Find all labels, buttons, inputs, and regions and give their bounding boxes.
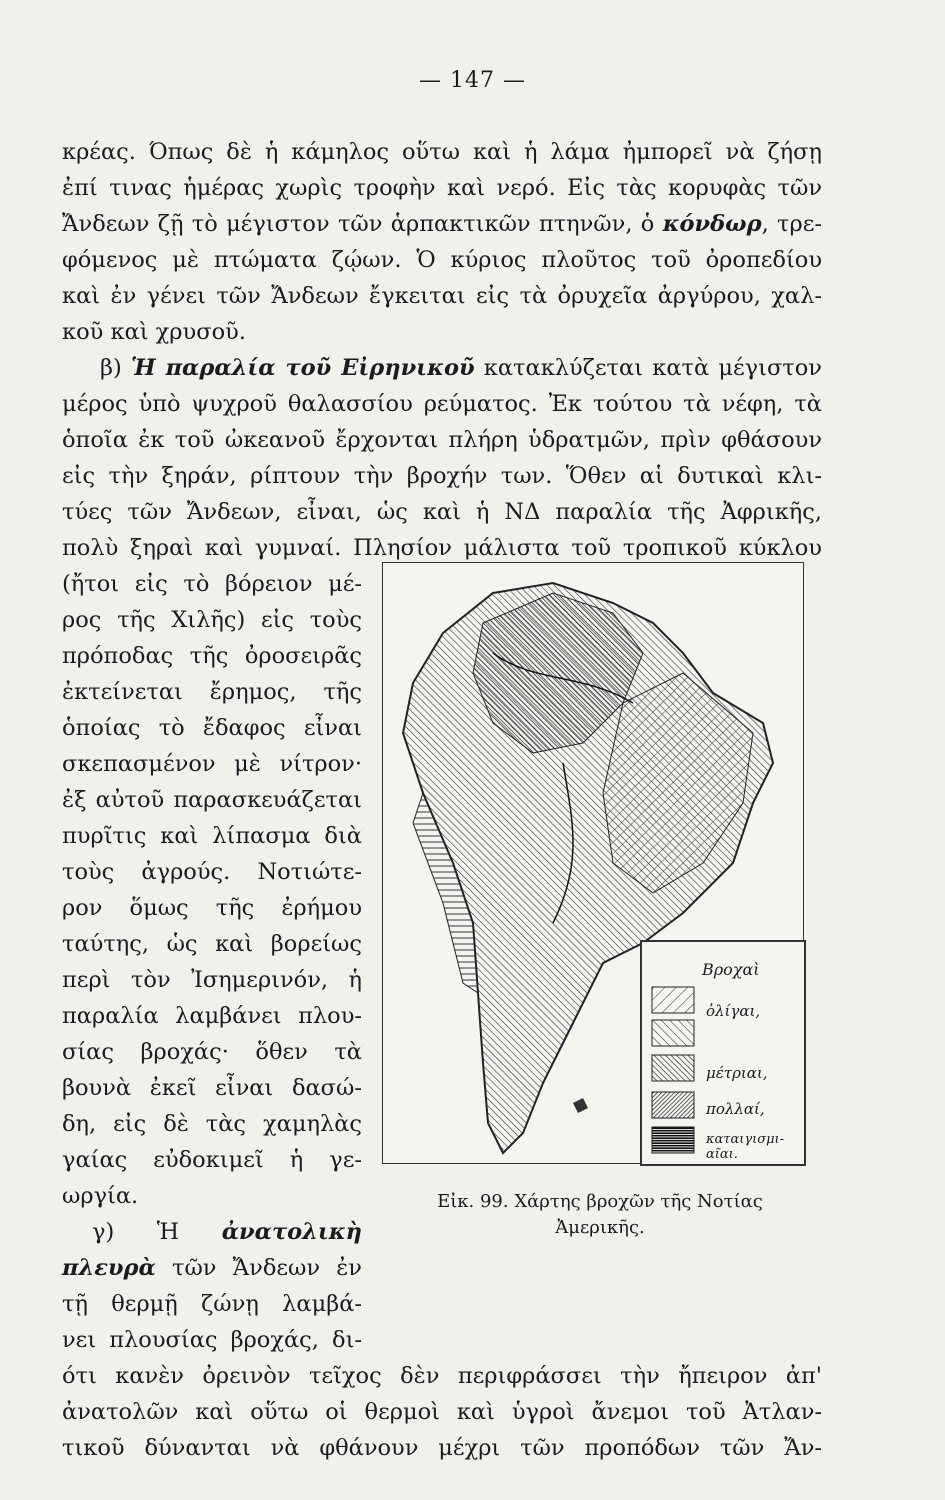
figure-caption-line-1: Εἰκ. 99. Χάρτης βροχῶν τῆς Νοτίας	[437, 1191, 763, 1212]
left-col-line-12: περὶ τὸν Ἰσημερινόν, ἡ	[62, 967, 362, 993]
text-line-9: ὁποῖα ἐκ τοῦ ὠκεανοῦ ἔρχονται πλήρη ὑδρατμῶν, πρὶν φθάσουν	[62, 427, 822, 453]
left-col-line-22: νει πλουσίας βροχάς, δι-	[62, 1327, 362, 1353]
left-col-line-9: τοὺς ἀγρούς. Νοτιώτε-	[62, 859, 362, 885]
left-col-line-11: ταύτης, ὡς καὶ βορείως	[62, 931, 362, 957]
legend-item-5: αῖαι.	[706, 1147, 738, 1162]
text-line-8: μέρος ὑπὸ ψυχροῦ θαλασσίου ρεύματος. Ἐκ τούτου τὰ νέφη, τὰ	[62, 391, 822, 417]
left-col-line-5: ὁποίας τὸ ἔδαφος εἶναι	[62, 715, 362, 741]
emphasized-term: πλευρὰ	[62, 1255, 156, 1281]
text-line-2: ἐπί τινας ἡμέρας χωρὶς τροφὴν καὶ νερό. Εἰς τὰς κορυφὰς τῶν	[62, 175, 822, 201]
left-col-line-13: παραλία λαμβάνει πλου-	[62, 1003, 362, 1029]
left-col-line-18: ωργία.	[62, 1183, 139, 1209]
left-col-line-8: πυρῖτις καὶ λίπασμα διὰ	[62, 823, 362, 849]
legend-item-2: μέτριαι,	[706, 1064, 768, 1082]
left-col-line-19: γ) Ἡ ἀνατολικὴ	[92, 1219, 362, 1245]
page-number: — 147 —	[419, 68, 526, 93]
left-col-line-6: σκεπασμένον μὲ νίτρον·	[62, 751, 362, 777]
text-line-6: κοῦ καὶ χρυσοῦ.	[62, 319, 246, 345]
text-line-10: εἰς τὴν ξηράν, ρίπτουν τὴν βροχήν των. Ὅθεν αἱ δυτικαὶ κλι-	[62, 463, 822, 489]
text-line-5: καὶ ἐν γένει τῶν Ἄνδεων ἔγκειται εἰς τὰ ὀρυχεῖα ἀργύρου, χαλ-	[62, 283, 822, 309]
text-line-4: φόμενος μὲ πτώματα ζῴων. Ὁ κύριος πλοῦτος τοῦ ὀροπεδίου	[62, 247, 822, 273]
map-legend	[640, 940, 806, 1166]
left-col-line-3: πρόποδας τῆς ὀροσειρᾶς	[62, 643, 362, 669]
island	[573, 1098, 588, 1113]
legend-swatch-3	[652, 1055, 694, 1081]
left-col-line-1: (ἤτοι εἰς τὸ βόρειον μέ-	[62, 571, 362, 597]
legend-swatch-1	[652, 987, 694, 1013]
left-col-line-14: σίας βροχάς· ὅθεν τὰ	[62, 1039, 362, 1065]
left-col-line-17: γαίας εὐδοκιμεῖ ἡ γε-	[62, 1147, 362, 1173]
left-col-line-10: ρον ὅμως τῆς ἐρήμου	[62, 895, 362, 921]
emphasized-term: κόνδωρ	[662, 211, 762, 237]
legend-swatch-5	[652, 1127, 694, 1153]
left-col-line-15: βουνὰ ἐκεῖ εἶναι δασώ-	[62, 1075, 362, 1101]
left-col-line-21: τῇ θερμῇ ζώνῃ λαμβά-	[62, 1291, 362, 1317]
text-line-15: τικοῦ δύνανται νὰ φθάνουν μέχρι τῶν προπόδων τῶν Ἄν-	[62, 1435, 822, 1461]
text-line-12: πολὺ ξηραὶ καὶ γυμναί. Πλησίον μάλιστα τοῦ τροπικοῦ κύκλου	[62, 535, 822, 561]
text-line-13: ότι κανὲν ὀρεινὸν τεῖχος δὲν περιφράσσει τὴν ἤπειρον ἀπ'	[62, 1363, 822, 1389]
left-col-line-2: ρος τῆς Χιλῆς) εἰς τοὺς	[62, 607, 362, 633]
text-line-3-content: Ἄνδεων ζῇ τὸ μέγιστον τῶν ἁρπακτικῶν πτηνῶν, ὁ κόνδωρ, τρε-	[62, 211, 822, 237]
left-col-line-4: ἐκτείνεται ἔρημος, τῆς	[62, 679, 362, 705]
legend-title: Βροχαὶ	[702, 960, 760, 979]
legend-item-4: καταιγισμι-	[706, 1132, 785, 1147]
emphasized-term: ἀνατολικὴ	[221, 1219, 362, 1245]
left-col-line-20: πλευρὰ τῶν Ἄνδεων ἐν	[62, 1255, 362, 1281]
legend-swatches	[642, 942, 802, 1162]
emphasized-term: Ἡ παραλία τοῦ Εἰρηνικοῦ	[131, 355, 475, 381]
legend-swatch-2	[652, 1020, 694, 1046]
left-col-line-7: ἐξ αὐτοῦ παρασκευάζεται	[62, 787, 362, 813]
legend-item-3: πολλαί,	[706, 1100, 765, 1118]
text-line-3	[62, 206, 822, 242]
text-line-7: β) Ἡ παραλία τοῦ Εἰρηνικοῦ κατακλύζεται κατὰ μέγιστον	[100, 355, 822, 381]
text-line-11: τύες τῶν Ἄνδεων, εἶναι, ὡς καὶ ἡ ΝΔ παραλία τῆς Ἀφρικῆς,	[62, 499, 822, 525]
left-col-line-16: δη, εἰς δὲ τὰς χαμηλὰς	[62, 1111, 362, 1137]
text-line-1: κρέας. Όπως δὲ ἡ κάμηλος οὕτω καὶ ἡ λάμα ἠμπορεῖ νὰ ζήσῃ	[62, 139, 822, 165]
text-line-14: ἀνατολῶν καὶ οὕτω οἱ θερμοὶ καὶ ὑγροὶ ἄνεμοι τοῦ Ἀτλαν-	[62, 1399, 822, 1425]
legend-item-1: ὀλίγαι,	[706, 1002, 761, 1020]
figure-caption-line-2: Ἀμερικῆς.	[555, 1217, 645, 1238]
legend-swatch-4	[652, 1092, 694, 1118]
